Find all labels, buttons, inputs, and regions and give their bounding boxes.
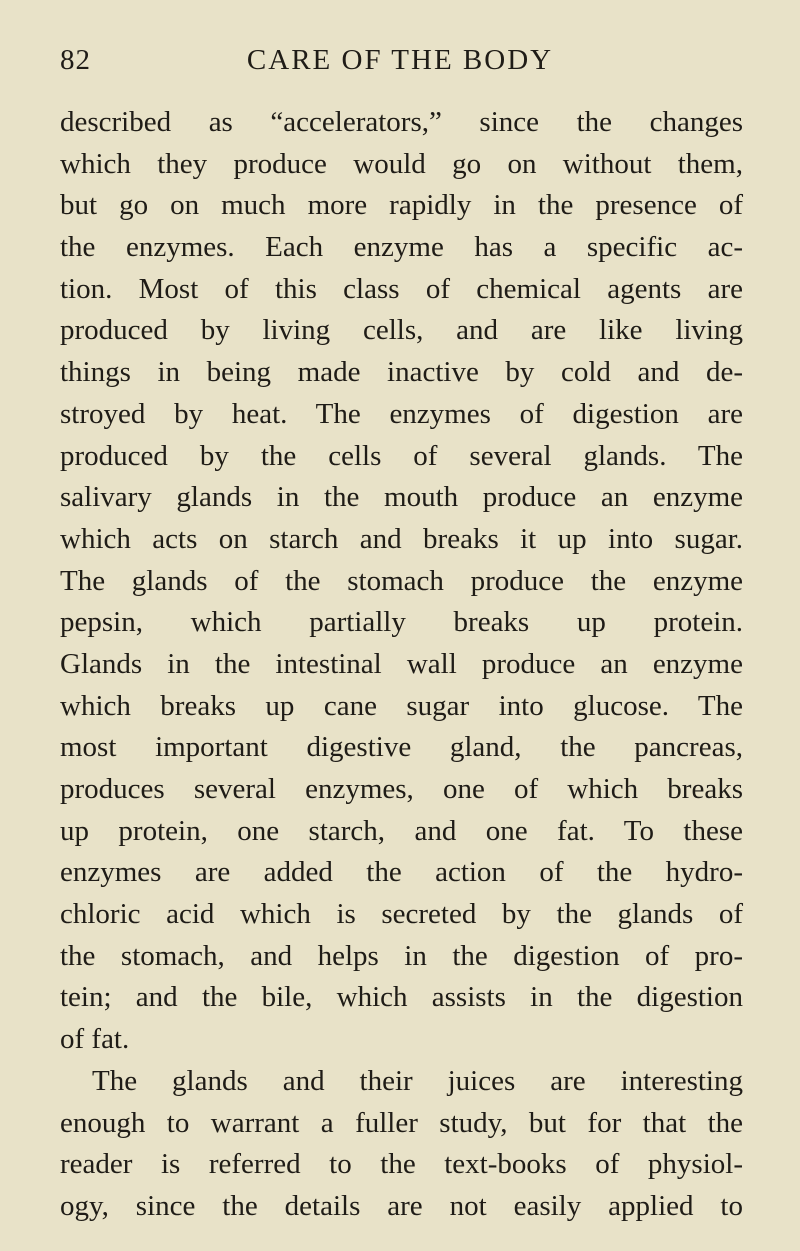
text-line: produces several enzymes, one of which breaks bbox=[60, 773, 743, 805]
text-line: salivary glands in the mouth produce an enzyme bbox=[60, 481, 743, 514]
text-line: described as “accelerators,” since the changes bbox=[60, 106, 743, 138]
running-title: CARE OF THE BODY bbox=[246, 44, 554, 76]
body-text bbox=[60, 102, 743, 1228]
text-line: enzymes are added the action of the hydro- bbox=[60, 856, 743, 889]
text-line: produced by the cells of several glands. The bbox=[60, 439, 743, 472]
text-line: which acts on starch and breaks it up into sugar. bbox=[60, 522, 743, 555]
text-line: the enzymes. Each enzyme has a specific ac- bbox=[60, 231, 743, 264]
text-line: which breaks up cane sugar into glucose. The bbox=[60, 689, 743, 722]
text-line: of fat. bbox=[60, 1023, 130, 1056]
running-head bbox=[60, 44, 740, 84]
text-line: things in being made inactive by cold and de- bbox=[60, 356, 743, 389]
text-line: The glands of the stomach produce the enzyme bbox=[60, 564, 743, 597]
text-line: Glands in the intestinal wall produce an enzyme bbox=[60, 647, 743, 680]
text-line: produced by living cells, and are like living bbox=[60, 314, 743, 347]
text-line: stroyed by heat. The enzymes of digestion are bbox=[60, 397, 743, 430]
text-line: tein; and the bile, which assists in the digestion bbox=[60, 981, 743, 1014]
text-line: which they produce would go on without them, bbox=[60, 147, 743, 180]
text-line: chloric acid which is secreted by the glands of bbox=[60, 898, 743, 931]
text-line: but go on much more rapidly in the presence of bbox=[60, 189, 743, 222]
text-line: most important digestive gland, the pancreas, bbox=[60, 731, 743, 764]
text-line: reader is referred to the text-books of physiol- bbox=[60, 1148, 743, 1181]
text-line: ogy, since the details are not easily applied to bbox=[60, 1189, 743, 1222]
text-line: up protein, one starch, and one fat. To these bbox=[60, 814, 743, 847]
page-number: 82 bbox=[60, 44, 91, 76]
text-line: The glands and their juices are interesting bbox=[92, 1064, 743, 1097]
text-line: tion. Most of this class of chemical agents are bbox=[60, 272, 743, 305]
text-line: pepsin, which partially breaks up protein. bbox=[60, 606, 743, 639]
text-line: enough to warrant a fuller study, but for that the bbox=[60, 1106, 743, 1139]
text-line: the stomach, and helps in the digestion of pro- bbox=[60, 939, 743, 972]
